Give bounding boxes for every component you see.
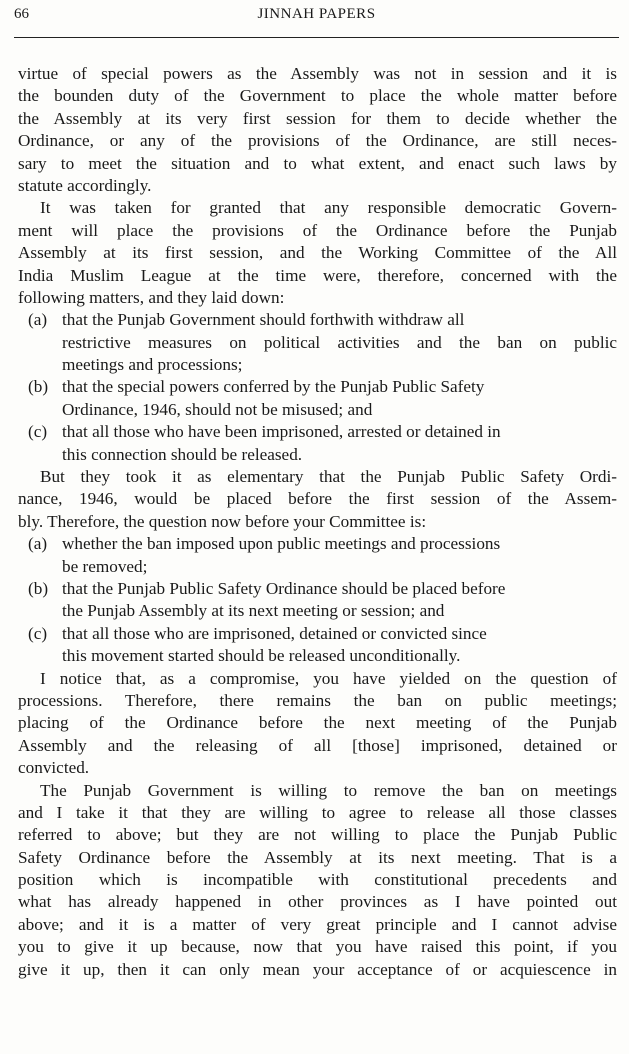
- page-number: 66: [14, 6, 29, 22]
- text-line: bly. Therefore, the question now before your Committee is:: [18, 511, 427, 531]
- header-rule: [14, 37, 619, 38]
- list-label: (b): [28, 377, 49, 397]
- text-line: Ordinance, 1946, should not be misused; and: [62, 399, 373, 419]
- text-line: you to give it up because, now that you have raised this point, if you: [18, 937, 617, 957]
- text-line: ment will place the provisions of the Ordinance before the Punjab: [18, 220, 617, 240]
- list-label: (c): [28, 623, 48, 643]
- text-line: give it up, then it can only mean your acceptance of or acquiescence in: [18, 959, 617, 979]
- running-title: JINNAH PAPERS: [257, 6, 376, 22]
- list-item: [18, 421, 617, 443]
- text-line: placing of the Ordinance before the next meeting of the Punjab: [18, 713, 617, 733]
- text-line: the bounden duty of the Government to place the whole matter before: [18, 86, 617, 106]
- text-line: following matters, and they laid down:: [18, 287, 285, 307]
- text-line: meetings and processions;: [62, 355, 243, 375]
- body-text: [18, 63, 617, 981]
- text-line: position which is incompatible with constitutional precedents and: [18, 870, 617, 890]
- text-line: The Punjab Government is willing to remove the ban on meetings: [40, 780, 617, 800]
- text-line: Assembly and the releasing of all [those] imprisoned, detained or: [18, 735, 617, 755]
- text-line: processions. Therefore, there remains the ban on public meetings;: [18, 690, 617, 710]
- list-item-text: that the Punjab Government should forthwith withdraw all: [62, 310, 465, 330]
- text-line: what has already happened in other provinces as I have pointed out: [18, 892, 617, 912]
- list-label: (a): [28, 310, 48, 330]
- text-line: It was taken for granted that any responsible democratic Govern-: [40, 198, 617, 218]
- text-line: I notice that, as a compromise, you have yielded on the question of: [40, 668, 617, 688]
- list-item: [18, 533, 617, 555]
- list-label: (a): [28, 534, 48, 554]
- list-item: [18, 578, 617, 600]
- text-line: Safety Ordinance before the Assembly at its next meeting. That is a: [18, 847, 617, 867]
- list-item-text: that the special powers conferred by the Punjab Public Safety: [62, 377, 485, 397]
- text-line: referred to above; but they are not willing to place the Punjab Public: [18, 825, 617, 845]
- text-line: virtue of special powers as the Assembly was not in session and it is: [18, 64, 617, 83]
- text-line: statute accordingly.: [18, 175, 152, 195]
- text-line: above; and it is a matter of very great principle and I cannot advise: [18, 914, 617, 934]
- text-line: convicted.: [18, 758, 90, 778]
- text-line: the Punjab Assembly at its next meeting or session; and: [62, 601, 445, 621]
- text-line: be removed;: [62, 556, 148, 576]
- text-line: restrictive measures on political activities and the ban on public: [62, 332, 617, 352]
- list-label: (c): [28, 422, 48, 442]
- text-line: India Muslim League at the time were, therefore, concerned with the: [18, 265, 617, 285]
- page-header: [14, 6, 619, 30]
- list-item-text: that all those who are imprisoned, detained or convicted since: [62, 623, 487, 643]
- list-item-text: that all those who have been imprisoned, arrested or detained in: [62, 422, 501, 442]
- text-line: But they took it as elementary that the Punjab Public Safety Ordi-: [40, 467, 617, 487]
- text-line: this connection should be released.: [62, 444, 303, 464]
- text-line: nance, 1946, would be placed before the first session of the Assem-: [18, 489, 617, 509]
- text-line: Ordinance, or any of the provisions of the Ordinance, are still neces-: [18, 131, 617, 151]
- text-line: Assembly at its first session, and the Working Committee of the All: [18, 243, 617, 263]
- list-item-text: that the Punjab Public Safety Ordinance should be placed before: [62, 578, 506, 598]
- list-item: [18, 376, 617, 398]
- list-item-text: whether the ban imposed upon public meetings and processions: [62, 534, 501, 554]
- text-line: and I take it that they are willing to agree to release all those classes: [18, 802, 617, 822]
- text-line: sary to meet the situation and to what extent, and enact such laws by: [18, 153, 617, 173]
- text-line: this movement started should be released unconditionally.: [62, 646, 461, 666]
- list-label: (b): [28, 578, 49, 598]
- text-line: the Assembly at its very first session for them to decide whether the: [18, 108, 617, 128]
- list-item: [18, 309, 617, 331]
- list-item: [18, 623, 617, 645]
